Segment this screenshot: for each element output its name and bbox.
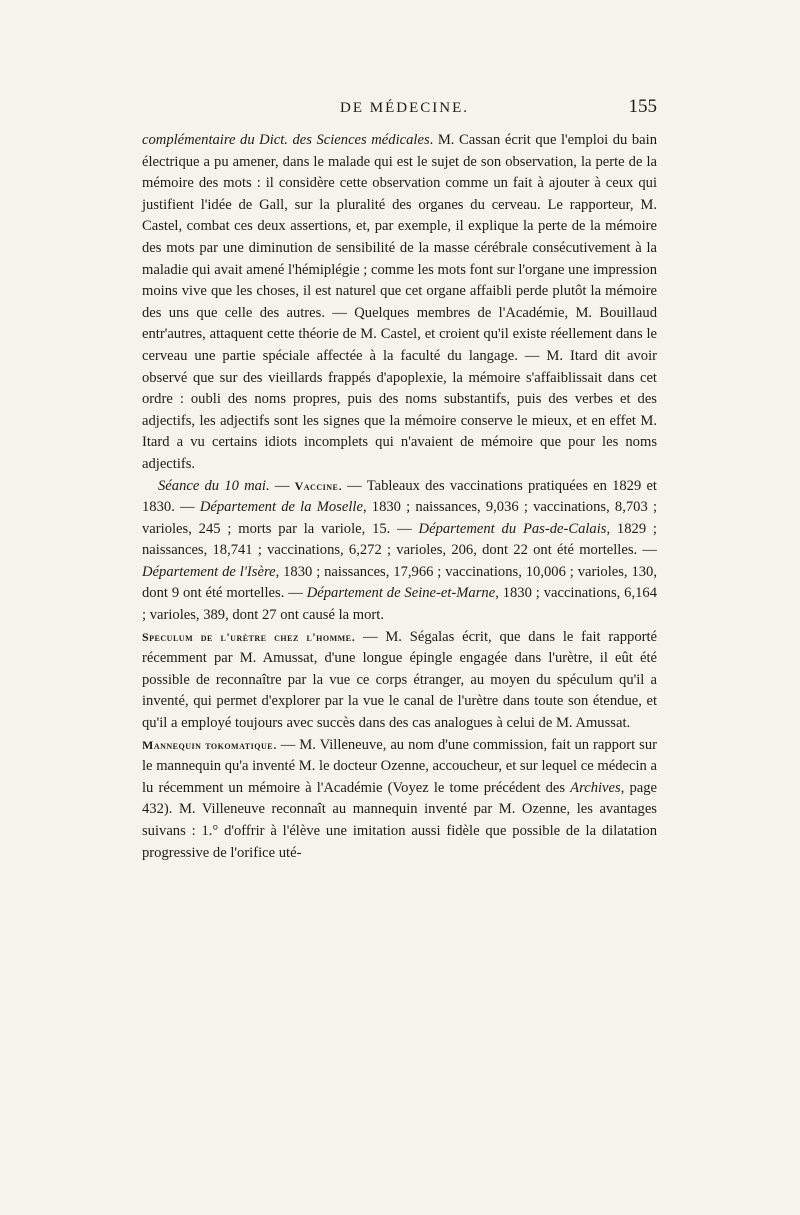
text-run: , 1830 ; vaccinations, 6,164 ; varioles, 389, dont 27 ont causé la mort. xyxy=(142,585,657,624)
italic-text: Département de Seine-et-Marne xyxy=(306,585,496,602)
page-header xyxy=(142,96,657,126)
running-title: DE MÉDECINE. xyxy=(340,100,469,116)
text-run: , 1829 ; naissances, 18,741 ; vaccinations, 6,272 ; varioles, 206, dont 22 ont été mortelles. — xyxy=(142,520,657,559)
italic-text: Département du Pas-de-Calais xyxy=(418,520,607,537)
text-run: . — Tableaux des vaccinations pratiquées en 1829 et 1830. — xyxy=(142,477,657,516)
text-run: , page 432). M. Villeneuve reconnaît au mannequin inventé par M. Ozenne, les avantages suivans : 1.° d'offrir à l'élève une imitation aussi fidèle que possible de la dilatation progressive de l'orifice uté- xyxy=(142,779,657,861)
paragraph xyxy=(142,476,657,627)
section-heading: Vaccine xyxy=(294,478,339,493)
text-run: , 1830 ; naissances, 17,966 ; vaccinations, 10,006 ; varioles, 130, dont 9 ont été mortelles. — xyxy=(142,563,657,602)
section-heading: Mannequin tokomatique xyxy=(142,737,274,752)
italic-text: Département de la Moselle xyxy=(199,499,363,516)
paragraph xyxy=(142,130,657,476)
italic-text: complémentaire du Dict. des Sciences médicales xyxy=(142,132,430,148)
page-number: 155 xyxy=(628,96,657,117)
paragraph xyxy=(142,735,657,865)
paragraph xyxy=(142,627,657,735)
text-run: . — M. Ségalas écrit, que dans le fait rapporté récemment par M. Amussat, d'une longue épingle engagée dans l'urètre, il eût été possible de reconnaître par la vue ce corps étranger, au moyen du spéculum qu'il a inventé, qui permet d'explorer par la vue le canal de l'urètre dans toute son étendue, et qu'il a employé toujours avec succès dans des cas analogues à celui de M. Amussat. xyxy=(142,628,658,732)
body-text xyxy=(142,130,657,864)
text-run: . M. Cassan écrit que l'emploi du bain électrique a pu amener, dans le malade qui est le sujet de son observation, la perte de la mémoire des mots : il considère cette observation comme un fait à ajouter à ceux qui justifient l'idée de Gall, sur la pluralité des organes du cerveau. Le rapporteur, M. Castel, combat ces deux assertions, et, par exemple, il explique la perte de la mémoire des mots par une diminution de sensibilité de la masse cérébrale consécutivement à la maladie qui avait amené l'hémiplégie ; comme les mots font sur l'organe une impression moins vive que les choses, il est naturel que cet organe affaibli perde plutôt la mémoire des uns que celle des autres. — Quelques membres de l'Académie, M. Bouillaud entr'autres, attaquent cette théorie de M. Castel, et croient qu'il existe réellement dans le cerveau une partie spéciale affectée à la faculté du langage. — M. Itard dit avoir observé que sur des vieillards frappés d'apoplexie, la mémoire s'affaiblissait dans cet ordre : oubli des noms propres, puis des noms substantifs, puis des verbes et des adjectifs, les adjectifs sont les signes que la mémoire conserve le mieux, et en effet M. Itard a vu certains idiots incomplets qui n'avaient de mémoire que pour les noms adjectifs. xyxy=(142,132,657,472)
text-run: , 1830 ; naissances, 9,036 ; vaccinations, 8,703 ; varioles, 245 ; morts par la variole, 15. — xyxy=(142,499,657,537)
section-heading: Speculum de l'urètre chez l'homme xyxy=(142,629,352,644)
text-run: — xyxy=(269,477,295,494)
italic-text: Département de l'Isère xyxy=(142,563,276,580)
text-run: . — M. Villeneuve, au nom d'une commission, fait un rapport sur le mannequin qu'a inventé M. le docteur Ozenne, accoucheur, et sur lequel ce médecin a lu récemment un mémoire à l'Académie (Voyez le tome précédent des xyxy=(142,736,657,796)
italic-text: Séance du 10 mai. xyxy=(158,477,270,494)
italic-text: Archives xyxy=(570,779,621,796)
